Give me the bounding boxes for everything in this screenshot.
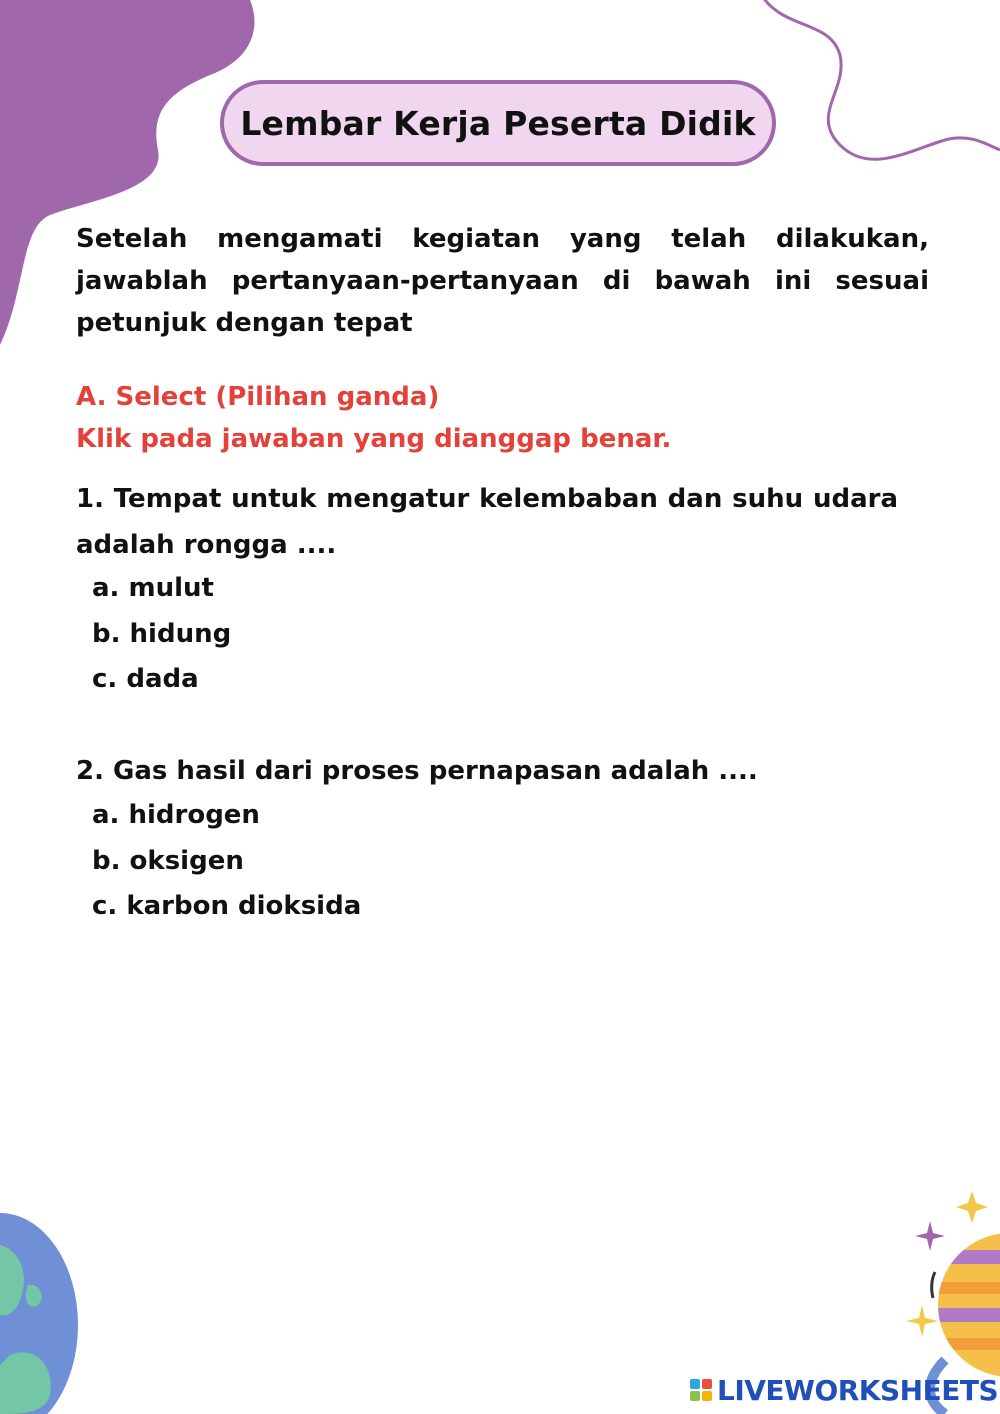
- curvy-line-decoration: [760, 0, 1000, 180]
- section-subtitle: Klik pada jawaban yang dianggap benar.: [76, 424, 672, 454]
- liveworksheets-logo-icon: [690, 1379, 712, 1401]
- question-2-options: [92, 793, 361, 930]
- question-1-text: 1. Tempat untuk mengatur kelembaban dan suhu udara adalah rongga ....: [76, 484, 898, 560]
- answer-option[interactable]: c. dada: [92, 664, 199, 694]
- planet-globe-decoration: [0, 1205, 90, 1414]
- question-2-text: 2. Gas hasil dari proses pernapasan adalah ....: [76, 756, 758, 786]
- section-heading: [76, 376, 936, 460]
- answer-option[interactable]: c. karbon dioksida: [92, 891, 362, 921]
- answer-option[interactable]: b. hidung: [92, 618, 232, 649]
- section-title: A. Select (Pilihan ganda): [76, 382, 440, 412]
- answer-option[interactable]: a. mulut: [92, 573, 214, 603]
- brand-wordmark: LIVEWORKSHEETS: [717, 1373, 999, 1407]
- instructions-text: Setelah mengamati kegiatan yang telah dilakukan, jawablah pertanyaan-pertanyaan di bawah ini sesuai petunjuk dengan tepat: [76, 224, 929, 338]
- question-1-options: [92, 566, 231, 703]
- answer-option[interactable]: a. hidrogen: [92, 800, 260, 830]
- liveworksheets-brand: [690, 1372, 998, 1408]
- title-banner: [220, 80, 776, 166]
- answer-option[interactable]: b. oksigen: [92, 845, 244, 876]
- page-title: Lembar Kerja Peserta Didik: [240, 103, 756, 143]
